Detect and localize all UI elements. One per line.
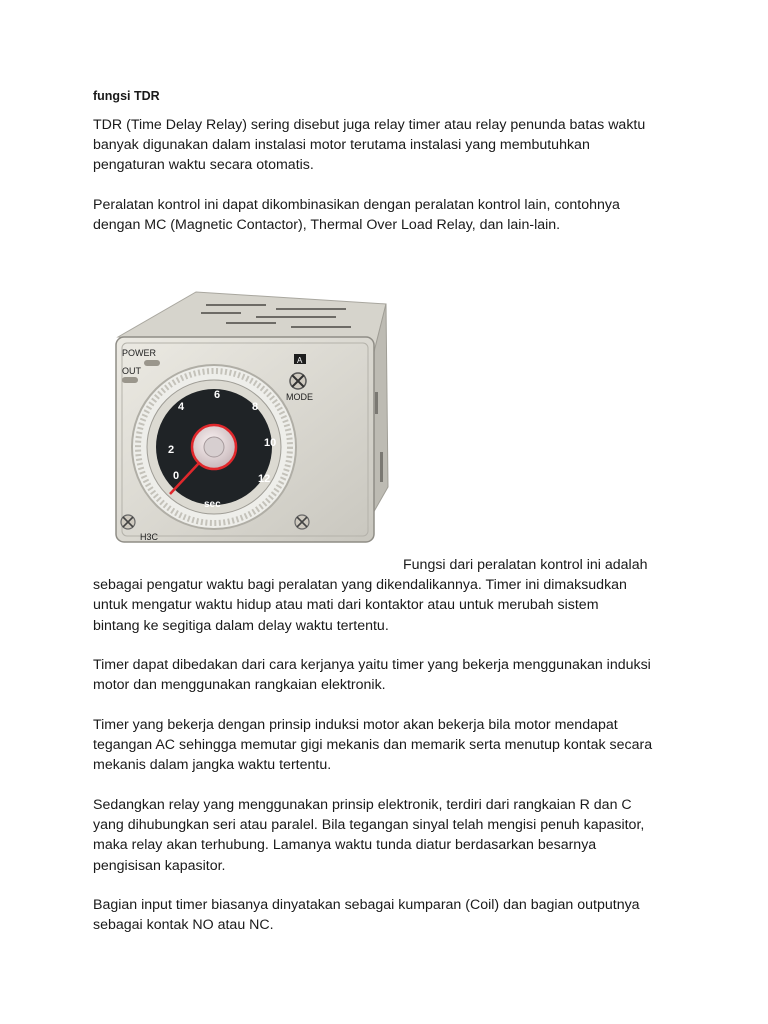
paragraph-induction: Timer yang bekerja dengan prinsip induksi motor akan bekerja bila motor mendapat tegangan AC sehingga memutar gigi mekanis dan memarik serta menutup kontak secara mekanis dalam jangka waktu tertentu. xyxy=(93,717,653,774)
paragraph-function xyxy=(93,555,693,636)
paragraph-function-body: sebagai pengatur waktu bagi peralatan yang dikendalikannya. Timer ini dimaksudkan untuk mengatur waktu hidup atau mati dari kontaktor atau untuk merubah sistem bintang ke segitiga dalam delay waktu tertentu. xyxy=(93,577,627,634)
paragraph-types: Timer dapat dibedakan dari cara kerjanya yaitu timer yang bekerja menggunakan induksi motor dan menggunakan rangkaian elektronik. xyxy=(93,657,651,694)
dial-number-12: 12 xyxy=(258,473,271,485)
time-dial[interactable] xyxy=(132,365,296,529)
dial-number-8: 8 xyxy=(252,401,259,413)
paragraph-input-output: Bagian input timer biasanya dinyatakan sebagai kumparan (Coil) dan bagian outputnya sebagai kontak NO atau NC. xyxy=(93,897,640,934)
mode-tag: A xyxy=(297,356,303,365)
out-label: OUT xyxy=(122,366,141,376)
mode-label: MODE xyxy=(286,392,313,402)
screw-left-icon xyxy=(121,515,135,529)
dial-number-6: 6 xyxy=(214,389,221,401)
paragraph-electronic: Sedangkan relay yang menggunakan prinsip elektronik, terdiri dari rangkaian R dan C yang dihubungkan seri atau paralel. Bila tegangan sinyal telah mengisi penuh kapasitor, maka relay akan terhubung. Lamanya waktu tunda diatur berdasarkan besarnya pengisisan kapasitor. xyxy=(93,797,645,874)
dial-number-4: 4 xyxy=(178,401,185,413)
power-led xyxy=(144,360,160,366)
out-led xyxy=(122,377,138,383)
paragraph-function-lead: Fungsi dari peralatan kontrol ini adalah xyxy=(403,557,648,573)
dial-number-2: 2 xyxy=(168,444,175,456)
paragraph-combination: Peralatan kontrol ini dapat dikombinasikan dengan peralatan kontrol lain, contohnya dengan MC (Magnetic Contactor), Thermal Over Load Relay, dan lain-lain. xyxy=(93,197,620,234)
model-label: H3C xyxy=(140,532,159,542)
dial-unit-label: sec xyxy=(204,499,221,510)
timer-relay-photo xyxy=(106,282,396,544)
power-label: POWER xyxy=(122,348,157,358)
dial-number-0: 0 xyxy=(173,470,180,482)
paragraph-intro: TDR (Time Delay Relay) sering disebut juga relay timer atau relay penunda batas waktu banyak digunakan dalam instalasi motor terutama instalasi yang membutuhkan pengaturan waktu secara otomatis. xyxy=(93,117,646,174)
document-heading: fungsi TDR xyxy=(93,89,160,103)
mode-screw-icon[interactable] xyxy=(290,373,306,389)
dial-number-10: 10 xyxy=(264,437,277,449)
screw-right-icon xyxy=(295,515,309,529)
